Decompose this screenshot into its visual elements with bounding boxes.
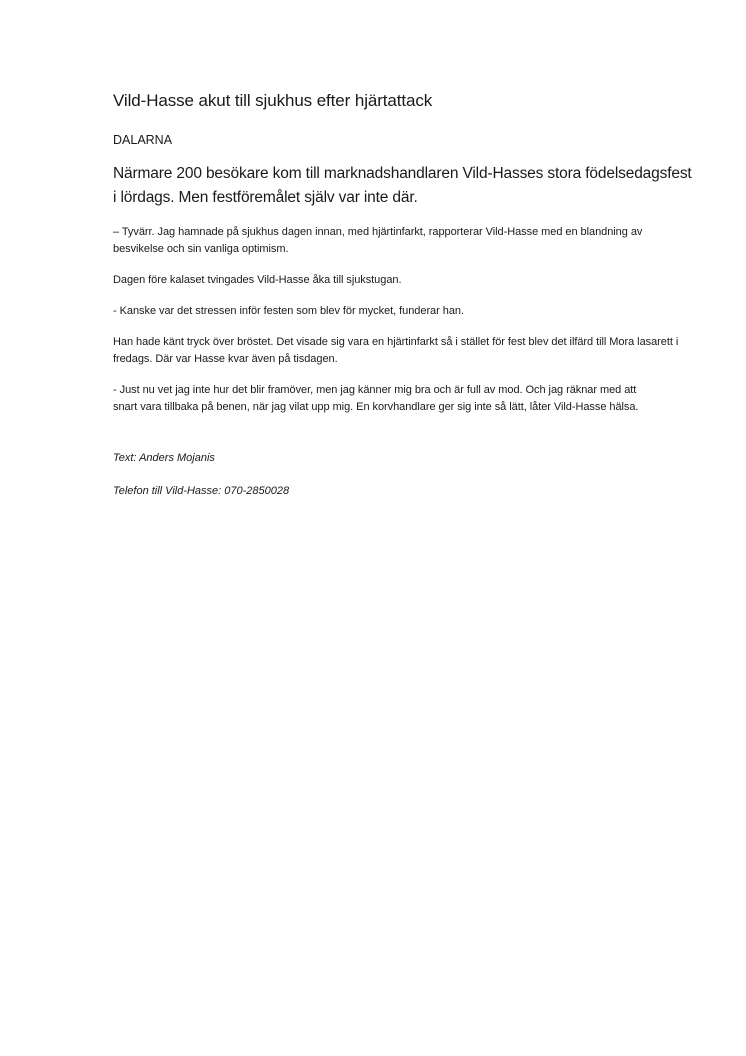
region-label: DALARNA [113,133,173,147]
paragraph: – Tyvärr. Jag hamnade på sjukhus dagen innan, med hjärtinfarkt, rapporterar Vild-Hasse med en blandning av besvikelse och sin vanliga optimism. [113,226,643,255]
paragraph: - Kanske var det stressen inför festen som blev för mycket, funderar han. [113,305,464,317]
article-body [113,90,693,500]
article-headline: Vild-Hasse akut till sjukhus efter hjärtattack [113,91,433,110]
paragraph: Han hade känt tryck över bröstet. Det visade sig vara en hjärtinfarkt så i stället för fest blev det ilfärd till Mora lasarett i fredags. Där var Hasse kvar även på tisdagen. [113,336,679,365]
article-lead: Närmare 200 besökare kom till marknadshandlaren Vild-Hasses stora födelsedagsfest i lördags. Men festföremålet själv var inte där. [113,165,692,206]
paragraph: - Just nu vet jag inte hur det blir framöver, men jag känner mig bra och är full av mod. Och jag räknar med att snart vara tillbaka på benen, när jag vilat upp mig. En korvhandlare ger sig inte så lätt, låter Vild-Hasse hälsa. [113,384,639,413]
paragraph: Dagen före kalaset tvingades Vild-Hasse åka till sjukstugan. [113,274,402,286]
author-byline: Text: Anders Mojanis [113,452,215,464]
contact-phone: Telefon till Vild-Hasse: 070-2850028 [113,485,290,497]
